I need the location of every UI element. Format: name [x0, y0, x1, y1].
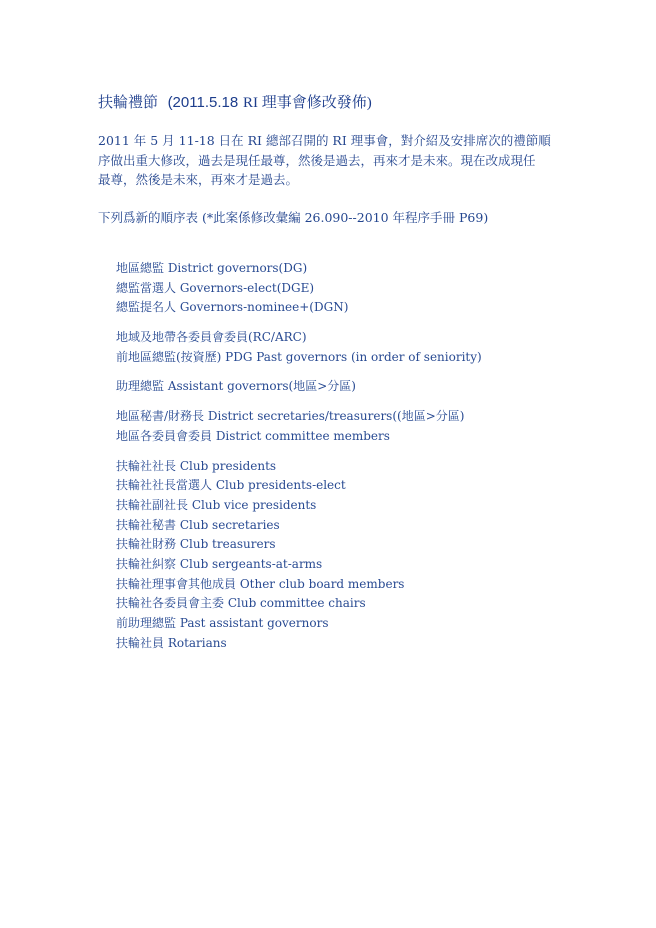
intro-line: 序做出重大修改，過去是現任最尊，然後是過去，再來才是未來。現在改成現任: [98, 152, 536, 168]
intro-line: 最尊，然後是未來，再來才是過去。: [98, 172, 299, 187]
list-item: 前助理總監 Past assistant governors: [116, 616, 329, 630]
list-item: 扶輪社理事會其他成員 Other club board members: [116, 576, 405, 591]
list-item: 地區總監 District governors(DG): [116, 261, 308, 275]
list-item: 扶輪社副社長 Club vice presidents: [116, 497, 317, 512]
list-item: 地區秘書/財務長 District secretaries/treasurers((地區>分區): [116, 409, 465, 424]
list-item: 總監提名人 Governors-nominee+(DGN): [116, 300, 349, 315]
group-committees-pdg: [116, 328, 482, 367]
list-item: 扶輪社各委員會主委 Club committee chairs: [116, 596, 366, 611]
group-district-officers: [116, 407, 482, 446]
list-item: 扶輪社財務 Club treasurers: [116, 537, 276, 552]
intro-line: 2011 年 5 月 11-18 日在 RI 總部召開的 RI 理事會，對介紹及安排席次的禮節順: [98, 133, 551, 148]
group-assistant-governors: [116, 377, 482, 397]
title-tail: RI 理事會修改發佈): [242, 95, 372, 111]
precedence-list: [116, 259, 482, 663]
group-district-governors: [116, 259, 482, 318]
list-heading: 下列爲新的順序表 (*此案係修改彙編 26.090--2010 年程序手冊 P69): [98, 210, 489, 225]
list-item: 總監當選人 Governors-elect(DGE): [116, 280, 315, 295]
list-item: 助理總監 Assistant governors(地區>分區): [116, 379, 356, 394]
list-item: 扶輪社秘書 Club secretaries: [116, 517, 280, 532]
title-date: (2011.5.18: [167, 94, 239, 111]
list-item: 地域及地帶各委員會委員(RC/ARC): [116, 330, 307, 345]
title-chinese: 扶輪禮節: [98, 95, 159, 111]
intro-paragraph: [98, 131, 568, 190]
document-title: [98, 91, 372, 112]
group-club-officers: [116, 457, 482, 654]
list-item: 扶輪社糾察 Club sergeants-at-arms: [116, 556, 323, 571]
list-item: 扶輪社社長 Club presidents: [116, 458, 277, 473]
list-item: 扶輪社社長當選人 Club presidents-elect: [116, 478, 346, 493]
list-item: 扶輪社員 Rotarians: [116, 635, 227, 650]
list-item: 前地區總監(按資歷) PDG Past governors (in order of seniority): [116, 349, 482, 364]
list-item: 地區各委員會委員 District committee members: [116, 428, 390, 443]
